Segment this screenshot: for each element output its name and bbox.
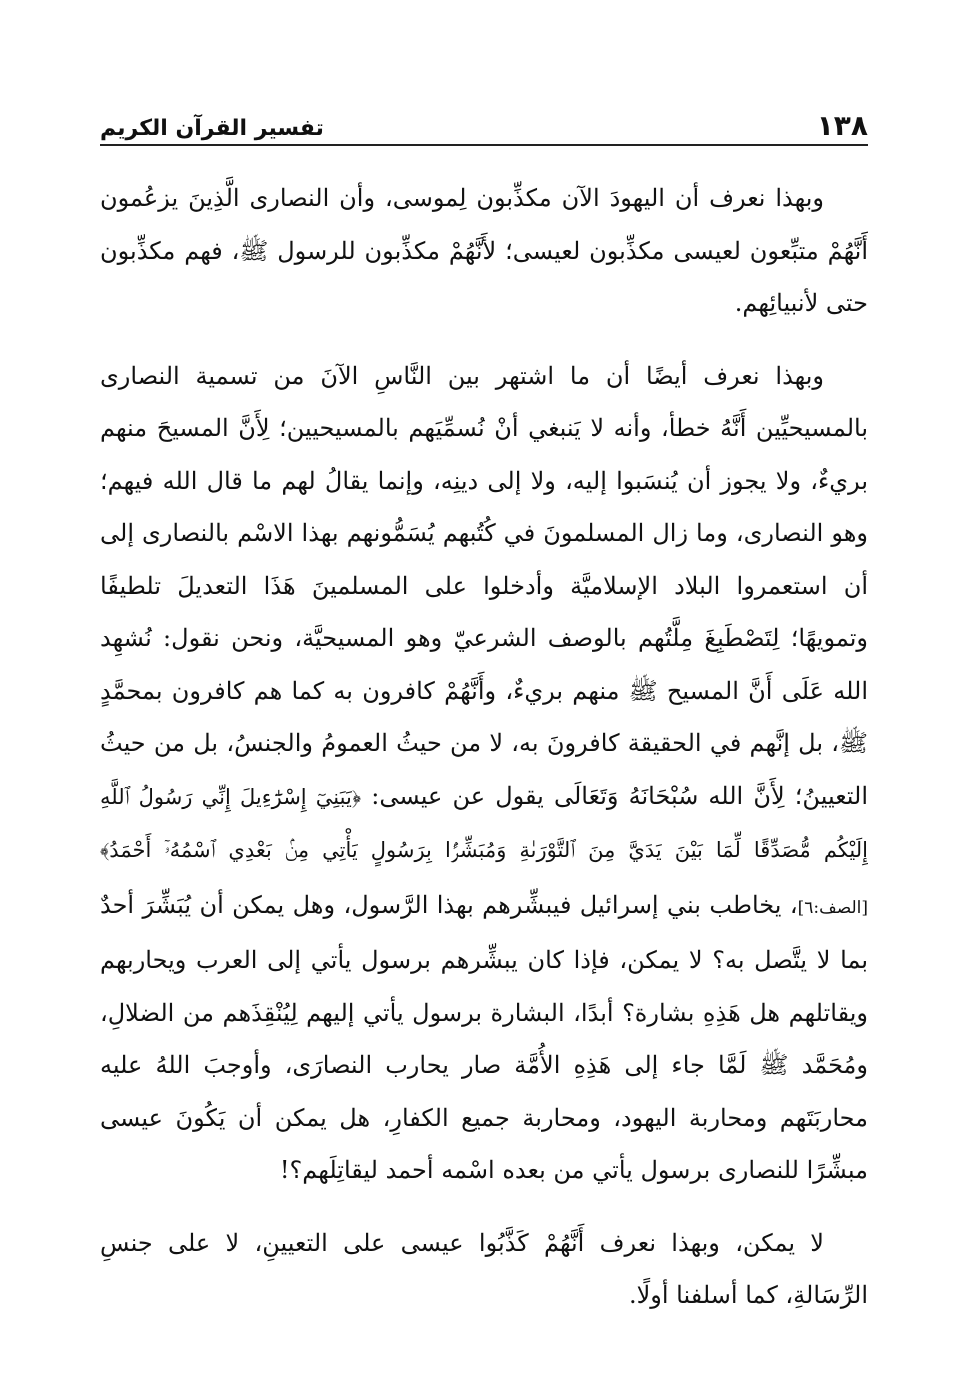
running-title: تفسير القرآن الكريم xyxy=(100,116,324,141)
page-number: ١٣٨ xyxy=(816,109,868,142)
page-header xyxy=(100,96,868,146)
body-text xyxy=(100,172,868,1318)
quran-verse: ﴿يَبَنِيٓ إِسْرَٰٓءِيلَ إِنِّي رَسُولُ ٱللَّهِ إِلَيْكُم مُّصَدِّقًا لِّمَا بَيْنَ يَدَيَّ مِنَ ٱلتَّوْرَىٰةِ وَمُبَشِّرًۢا بِرَسُولٍ يَأْتِي مِنۢ بَعْدِي ٱسْمُهُۥٓ أَحْمَدُ﴾ xyxy=(100,784,868,862)
verse-reference: [الصف:٦] xyxy=(797,897,868,918)
paragraph-2-text-b: ، يخاطب بني إسرائيل فيبشِّرهم بهذا الرَّسول، وهل يمكن أن يُبَشِّرَ أحدٌ بما لا يتَّصل به؟ لا يمكن، فإذا كان يبشِّرهم برسول يأتي إلى العرب ويحاربهم ويقاتلهم هل هَذِهِ بشارة؟ أبدًا، البشارة برسول يأتي إليهم لِيُنْقِذَهم من الضلالِ، ومُحَمَّد ﷺ لَمَّا جاء إلى هَذِهِ الأُمَّة صار يحارب النصارَى، وأوجبَ اللهُ عليه محاربَتَهم ومحاربة اليهود، ومحاربة جميع الكفارِ، هل يمكن أن يَكُونَ عيسى مبشِّرًا للنصارى برسول يأتي من بعده اسْمه أحمد ليقاتِلَهم؟! xyxy=(100,890,868,1184)
paragraph-3: لا يمكن، وبهذا نعرف أَنَّهُمْ كَذَّبُوا عيسى على التعيينِ، لا على جنسِ الرِّسَالةِ، كما أسلفنا أولًا. xyxy=(100,1228,868,1309)
paragraph-2 xyxy=(100,350,868,1197)
paragraph-1: وبهذا نعرف أن اليهودَ الآن مكذِّبون لِموسى، وأن النصارى الَّذِينَ يزعُمون أَنَّهُمْ متبِّعون لعيسى مكذِّبون لعيسى؛ لأَنَّهُمْ مكذِّبون للرسول ﷺ، فهم مكذِّبون حتى لأنبيائِهم. xyxy=(100,184,868,317)
paragraph-2-text-a: وبهذا نعرف أيضًا أن ما اشتهر بين النَّاسِ الآنَ من تسمية النصارى بالمسيحيِّين أَنَّهُ خطأ، وأنه لا يَنبغي أنْ نُسمِّيَهم بالمسيحيين؛ لِأَنَّ المسيحَ منهم بريءٌ، ولا يجوز أن يُنسَبوا إليه، ولا إلى دينِه، وإنما يقالُ لهم ما قال الله فيهم؛ وهو النصارى، وما زال المسلمونَ في كُتُبهم يُسَمُّونهم بهذا الاسْم بالنصارى إلى أن استعمروا البلاد الإسلاميَّة وأدخلوا على المسلمينَ هَذَا التعديلَ تلطيفًا وتمويهًا؛ لِتَصْطَبِغَ مِلَّتُهم بالوصف الشرعيّ وهو المسيحيَّة، ونحن نقول: نُشهِد الله عَلَى أَنَّ المسيح ﷺ منهم بريءٌ، وأَنَّهُمْ كافرون به كما هم كافرون بمحمَّدٍ ﷺ، بل إنَّهم في الحقيقة كافرونَ به، لا من حيثُ العمومُ والجنسُ، بل من حيثُ التعيينُ؛ لِأَنَّ الله سُبْحَانَهُ وَتَعَالَى يقول عن عيسى: xyxy=(100,361,868,810)
